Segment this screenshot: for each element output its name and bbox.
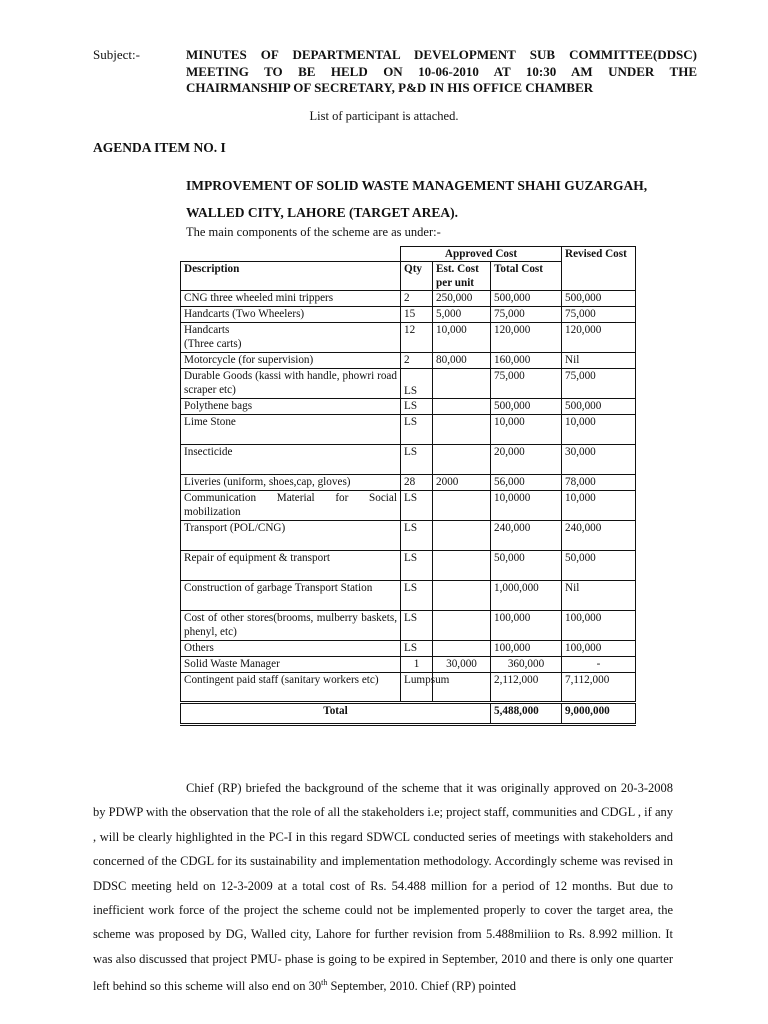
description-cell: Polythene bags — [181, 399, 401, 415]
total-revised-value: 9,000,000 — [562, 703, 636, 725]
est-cost-cell — [433, 521, 491, 551]
qty-cell: 15 — [401, 307, 433, 323]
est-cost-header: Est. Cost per unit — [433, 262, 491, 291]
item-heading-line-1: IMPROVEMENT OF SOLID WASTE MANAGEMENT SHAHI GUZARGAH, — [186, 178, 648, 193]
qty-cell: LS — [401, 611, 433, 641]
qty-cell: LS — [401, 641, 433, 657]
description-cell — [181, 323, 401, 353]
qty-cell: LS — [401, 521, 433, 551]
total-cost-header: Total Cost — [491, 262, 562, 291]
description-cell: Liveries (uniform, shoes,cap, gloves) — [181, 475, 401, 491]
approved-cost-header: Approved Cost — [401, 247, 562, 262]
description-cell: Contingent paid staff (sanitary workers etc) — [181, 673, 401, 703]
est-cost-cell — [433, 581, 491, 611]
description-cell: Lime Stone — [181, 415, 401, 445]
total-cost-cell: 240,000 — [491, 521, 562, 551]
total-cost-cell: 10,000 — [491, 415, 562, 445]
revised-cost-cell: 78,000 — [562, 475, 636, 491]
est-cost-cell — [433, 369, 491, 399]
qty-cell: 2 — [401, 353, 433, 369]
table-row — [181, 399, 636, 415]
revised-cost-cell: 500,000 — [562, 399, 636, 415]
description-cell: Motorcycle (for supervision) — [181, 353, 401, 369]
description-cell: Solid Waste Manager — [181, 657, 401, 673]
revised-cost-cell: Nil — [562, 353, 636, 369]
total-cost-cell: 360,000 — [491, 657, 562, 673]
revised-cost-cell: Nil — [562, 581, 636, 611]
description-line: (Three carts) — [184, 338, 242, 350]
table-row — [181, 369, 636, 399]
revised-cost-cell: 30,000 — [562, 445, 636, 475]
qty-cell: LS — [401, 445, 433, 475]
description-cell: Repair of equipment & transport — [181, 551, 401, 581]
body-paragraph — [93, 776, 673, 999]
table-row — [181, 673, 636, 703]
paragraph-text: Chief (RP) briefed the background of the scheme that it was originally approved on 20-3-2008 by PDWP with the observation that the role of all the stakeholders i.e; project staff, communities and CDGL , if any , will be clearly highlighted in the PC-I in this regard SDWCL conducted series of meetings with stakeholders and concerned of the CDGL for its sustainability and implementation methodology. Accordingly scheme was revised in DDSC meeting held on 12-3-2009 at a total cost of Rs. 54.488 million for a period of 12 months. But due to inefficient work force of the project the scheme could not be implemented properly to cover the target area, the scheme was proposed by DG, Walled city, Lahore for further revision from 5.488miliion to Rs. 8.992 million. It was also discussed that project PMU- phase is going to be expired in September, 2010 and there is only one quarter left behind so this scheme will also end on 30th September, 2010. Chief (RP) pointed — [93, 781, 673, 994]
qty-cell: LS — [401, 581, 433, 611]
total-cost-cell: 160,000 — [491, 353, 562, 369]
subject-line-2: MEETING TO BE HELD ON 10-06-2010 AT 10:30 AM UNDER THE — [186, 63, 697, 79]
description-cell: Insecticide — [181, 445, 401, 475]
revised-cost-header: Revised Cost — [562, 247, 636, 291]
table-row — [181, 611, 636, 641]
table-row — [181, 581, 636, 611]
table-row — [181, 475, 636, 491]
revised-cost-cell: 50,000 — [562, 551, 636, 581]
qty-header: Qty — [401, 262, 433, 291]
total-cost-cell: 1,000,000 — [491, 581, 562, 611]
est-cost-cell — [433, 641, 491, 657]
revised-cost-cell: 75,000 — [562, 307, 636, 323]
description-header: Description — [181, 262, 401, 291]
intro-text: The main components of the scheme are as under:- — [186, 225, 441, 239]
revised-cost-cell: 100,000 — [562, 611, 636, 641]
est-cost-cell — [433, 491, 491, 521]
qty-cell: 12 — [401, 323, 433, 353]
qty-cell: 28 — [401, 475, 433, 491]
revised-cost-cell: 100,000 — [562, 641, 636, 657]
table-row — [181, 641, 636, 657]
agenda-title: AGENDA ITEM NO. I — [93, 140, 226, 155]
total-cost-cell: 56,000 — [491, 475, 562, 491]
est-cost-cell: 250,000 — [433, 291, 491, 307]
qty-cell: LS — [401, 491, 433, 521]
est-cost-cell — [433, 399, 491, 415]
description-cell: Handcarts (Two Wheelers) — [181, 307, 401, 323]
total-cost-cell: 2,112,000 — [491, 673, 562, 703]
est-cost-cell: 10,000 — [433, 323, 491, 353]
description-cell: CNG three wheeled mini trippers — [181, 291, 401, 307]
item-heading-line-2: WALLED CITY, LAHORE (TARGET AREA). — [186, 205, 459, 220]
revised-cost-cell: 10,000 — [562, 491, 636, 521]
qty-cell: LS — [401, 399, 433, 415]
participants-note: List of participant is attached. — [309, 109, 459, 123]
revised-cost-cell: 75,000 — [562, 369, 636, 399]
est-cost-cell — [433, 551, 491, 581]
description-cell: Others — [181, 641, 401, 657]
description-cell: Construction of garbage Transport Station — [181, 581, 401, 611]
description-cell: Durable Goods (kassi with handle, phowri road scraper etc) — [181, 369, 401, 399]
table-row — [181, 445, 636, 475]
total-cost-cell: 75,000 — [491, 369, 562, 399]
subject-text — [186, 47, 697, 97]
revised-cost-cell: 500,000 — [562, 291, 636, 307]
subject-line-1: MINUTES OF DEPARTMENTAL DEVELOPMENT SUB COMMITTEE(DDSC) — [186, 47, 697, 62]
table-row — [181, 521, 636, 551]
qty-cell: 1 — [401, 657, 433, 673]
total-row — [181, 703, 636, 725]
description-cell: Transport (POL/CNG) — [181, 521, 401, 551]
revised-cost-cell: 10,000 — [562, 415, 636, 445]
table-row — [181, 307, 636, 323]
table-row — [181, 657, 636, 673]
revised-cost-cell: 7,112,000 — [562, 673, 636, 703]
description-line: Handcarts — [184, 324, 230, 336]
description-cell: Cost of other stores(brooms, mulberry baskets, phenyl, etc) — [181, 611, 401, 641]
qty-cell: LS — [401, 415, 433, 445]
table-row — [181, 291, 636, 307]
table-row — [181, 551, 636, 581]
total-cost-cell: 50,000 — [491, 551, 562, 581]
est-cost-cell: 5,000 — [433, 307, 491, 323]
est-cost-cell: 30,000 — [433, 657, 491, 673]
total-cost-cell: 75,000 — [491, 307, 562, 323]
table-row — [181, 415, 636, 445]
table-row — [181, 323, 636, 353]
subject-label: Subject:- — [93, 47, 140, 62]
qty-cell: LS — [401, 551, 433, 581]
revised-cost-cell: 120,000 — [562, 323, 636, 353]
description-cell: Communication Material for Social mobilization — [181, 491, 401, 521]
table-row — [181, 491, 636, 521]
est-cost-cell — [433, 611, 491, 641]
total-cost-cell: 20,000 — [491, 445, 562, 475]
cost-table — [180, 246, 636, 726]
est-cost-cell: 2000 — [433, 475, 491, 491]
qty-cell: 2 — [401, 291, 433, 307]
est-cost-cell: 80,000 — [433, 353, 491, 369]
total-label: Total — [181, 703, 491, 725]
total-cost-cell: 100,000 — [491, 611, 562, 641]
total-cost-value: 5,488,000 — [491, 703, 562, 725]
total-cost-cell: 120,000 — [491, 323, 562, 353]
item-heading — [186, 172, 706, 226]
est-cost-cell — [433, 445, 491, 475]
total-cost-cell: 10,0000 — [491, 491, 562, 521]
revised-cost-cell: 240,000 — [562, 521, 636, 551]
total-cost-cell: 100,000 — [491, 641, 562, 657]
qty-cell: Lumpsum — [401, 673, 433, 703]
qty-cell: LS — [401, 369, 433, 399]
est-cost-cell — [433, 415, 491, 445]
total-cost-cell: 500,000 — [491, 291, 562, 307]
table-row — [181, 353, 636, 369]
total-cost-cell: 500,000 — [491, 399, 562, 415]
revised-cost-cell: - — [562, 657, 636, 673]
subject-line-3: CHAIRMANSHIP OF SECRETARY, P&D IN HIS OFFICE CHAMBER — [186, 80, 594, 95]
table-header-top — [181, 247, 636, 262]
